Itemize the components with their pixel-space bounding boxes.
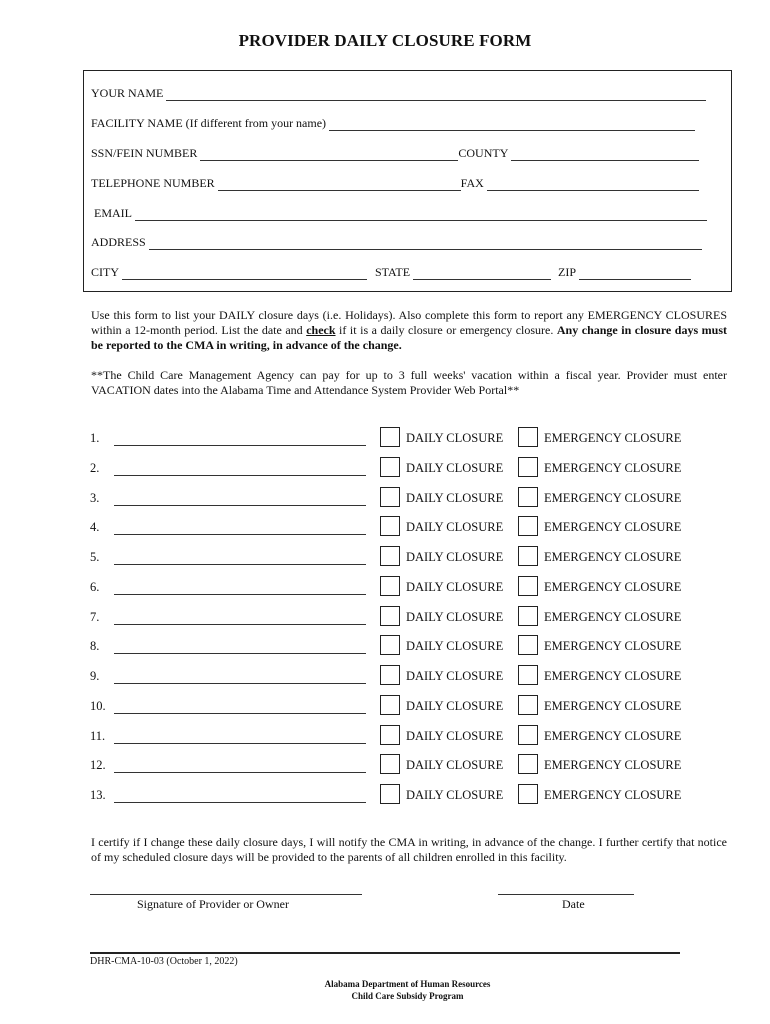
daily-closure-label: DAILY CLOSURE xyxy=(406,490,504,505)
daily-closure-checkbox[interactable] xyxy=(380,487,400,507)
row-number: 7. xyxy=(90,609,100,624)
closure-date-field[interactable] xyxy=(114,615,366,625)
emergency-closure-label: EMERGENCY CLOSURE xyxy=(544,758,682,773)
daily-closure-checkbox[interactable] xyxy=(380,665,400,685)
city-field[interactable] xyxy=(122,268,367,280)
row-number: 1. xyxy=(90,431,100,445)
fax-label: FAX xyxy=(460,176,484,190)
provider-info-box xyxy=(83,70,732,292)
daily-closure-label: DAILY CLOSURE xyxy=(406,698,504,713)
emergency-closure-label: EMERGENCY CLOSURE xyxy=(544,520,682,535)
closure-row xyxy=(90,457,710,479)
fax-field[interactable] xyxy=(487,179,699,191)
closure-date-field[interactable] xyxy=(114,793,366,803)
email-field[interactable] xyxy=(135,209,707,221)
zip-field[interactable] xyxy=(579,268,691,280)
instructions-paragraph xyxy=(91,308,727,353)
email-row xyxy=(94,205,707,221)
daily-closure-label: DAILY CLOSURE xyxy=(406,788,504,802)
closure-row xyxy=(90,665,710,687)
facility-name-label: FACILITY NAME (If different from your name) xyxy=(91,116,327,130)
agency-program: Child Care Subsidy Program xyxy=(351,991,464,1001)
emergency-closure-label: EMERGENCY CLOSURE xyxy=(544,431,682,445)
emergency-closure-checkbox[interactable] xyxy=(518,754,538,774)
emergency-closure-checkbox[interactable] xyxy=(518,784,538,804)
row-number: 6. xyxy=(90,579,100,594)
daily-closure-checkbox[interactable] xyxy=(380,576,400,596)
ssn-fein-field[interactable] xyxy=(200,149,458,161)
row-number: 11. xyxy=(90,728,106,743)
instructions-text-2: if it is a daily closure or emergency closure. xyxy=(335,323,557,337)
emergency-closure-checkbox[interactable] xyxy=(518,695,538,715)
telephone-field[interactable] xyxy=(218,179,461,191)
daily-closure-label: DAILY CLOSURE xyxy=(406,669,504,683)
emergency-closure-checkbox[interactable] xyxy=(518,427,538,447)
closure-date-field[interactable] xyxy=(114,763,366,773)
address-row xyxy=(91,234,702,250)
footer-rule xyxy=(90,952,680,954)
emergency-closure-checkbox[interactable] xyxy=(518,546,538,566)
daily-closure-label: DAILY CLOSURE xyxy=(406,579,504,594)
daily-closure-label: DAILY CLOSURE xyxy=(406,728,504,743)
emergency-closure-label: EMERGENCY CLOSURE xyxy=(544,698,682,713)
emergency-closure-checkbox[interactable] xyxy=(518,725,538,745)
daily-closure-checkbox[interactable] xyxy=(380,427,400,447)
form-title: PROVIDER DAILY CLOSURE FORM xyxy=(238,31,532,50)
daily-closure-checkbox[interactable] xyxy=(380,754,400,774)
closure-row xyxy=(90,725,710,747)
daily-closure-label: DAILY CLOSURE xyxy=(406,431,504,445)
row-number: 9. xyxy=(90,669,100,683)
closure-date-field[interactable] xyxy=(114,704,366,714)
daily-closure-checkbox[interactable] xyxy=(380,725,400,745)
county-label: COUNTY xyxy=(458,146,509,160)
emergency-closure-label: EMERGENCY CLOSURE xyxy=(544,490,682,505)
closure-row xyxy=(90,487,710,509)
certification-text: I certify if I change these daily closure days, I will notify the CMA in writing, in advance of the change. I further certify that notice of my scheduled closure days will be provided to the parents of all children enrolled in this facility. xyxy=(91,835,727,864)
closure-row xyxy=(90,635,710,657)
signature-label: Signature of Provider or Owner xyxy=(137,897,289,911)
closure-date-field[interactable] xyxy=(114,525,366,535)
zip-label: ZIP xyxy=(558,265,577,279)
row-number: 12. xyxy=(90,758,106,773)
daily-closure-checkbox[interactable] xyxy=(380,546,400,566)
facility-name-row xyxy=(91,115,695,131)
emergency-closure-checkbox[interactable] xyxy=(518,635,538,655)
closure-date-field[interactable] xyxy=(114,585,366,595)
daily-closure-checkbox[interactable] xyxy=(380,784,400,804)
instructions-text-1: Use this form to list your DAILY closure days (i.e. Holidays). Also complete this form to report any EMERGENCY CLOSURES within a 12-month period. List the date and xyxy=(91,308,727,337)
facility-name-field[interactable] xyxy=(329,119,695,131)
agency-name: Alabama Department of Human Resources xyxy=(324,979,491,989)
date-line[interactable] xyxy=(498,894,634,895)
daily-closure-checkbox[interactable] xyxy=(380,606,400,626)
date-label: Date xyxy=(562,897,585,911)
email-label: EMAIL xyxy=(94,206,132,220)
closure-date-field[interactable] xyxy=(114,466,366,476)
daily-closure-label: DAILY CLOSURE xyxy=(406,550,504,564)
closure-date-field[interactable] xyxy=(114,674,366,684)
form-id: DHR-CMA-10-03 (October 1, 2022) xyxy=(90,956,238,967)
telephone-fax-row xyxy=(91,175,699,191)
closure-row xyxy=(90,427,710,449)
emergency-closure-checkbox[interactable] xyxy=(518,487,538,507)
emergency-closure-label: EMERGENCY CLOSURE xyxy=(544,550,682,564)
daily-closure-checkbox[interactable] xyxy=(380,457,400,477)
row-number: 5. xyxy=(90,550,100,564)
emergency-closure-label: EMERGENCY CLOSURE xyxy=(544,579,682,594)
daily-closure-label: DAILY CLOSURE xyxy=(406,639,504,654)
closure-date-field[interactable] xyxy=(114,496,366,506)
address-label: ADDRESS xyxy=(91,235,146,249)
your-name-field[interactable] xyxy=(166,89,706,101)
daily-closure-label: DAILY CLOSURE xyxy=(406,520,504,535)
closure-date-field[interactable] xyxy=(114,436,366,446)
row-number: 13. xyxy=(90,788,106,802)
telephone-label: TELEPHONE NUMBER xyxy=(91,176,215,190)
daily-closure-label: DAILY CLOSURE xyxy=(406,609,504,624)
state-label: STATE xyxy=(375,265,411,279)
closure-row xyxy=(90,754,710,776)
row-number: 4. xyxy=(90,520,100,535)
instructions-check-word: check xyxy=(306,323,336,337)
emergency-closure-label: EMERGENCY CLOSURE xyxy=(544,728,682,743)
daily-closure-label: DAILY CLOSURE xyxy=(406,758,504,773)
your-name-label: YOUR NAME xyxy=(91,86,164,100)
ssn-county-row xyxy=(91,145,699,161)
emergency-closure-checkbox[interactable] xyxy=(518,576,538,596)
emergency-closure-label: EMERGENCY CLOSURE xyxy=(544,609,682,624)
emergency-closure-checkbox[interactable] xyxy=(518,457,538,477)
city-label: CITY xyxy=(91,265,119,279)
your-name-row xyxy=(91,85,706,101)
closure-date-field[interactable] xyxy=(114,734,366,744)
closure-row xyxy=(90,576,710,598)
row-number: 8. xyxy=(90,639,100,654)
closure-row xyxy=(90,784,710,806)
closure-date-field[interactable] xyxy=(114,555,366,565)
county-field[interactable] xyxy=(511,149,699,161)
instructions-bold-notice: Any change in closure days must be reported to the CMA in writing, in advance of the change. xyxy=(91,323,727,352)
daily-closure-checkbox[interactable] xyxy=(380,695,400,715)
row-number: 2. xyxy=(90,460,100,475)
row-number: 10. xyxy=(90,698,106,713)
city-state-zip-row xyxy=(91,264,691,280)
closure-row xyxy=(90,516,710,538)
daily-closure-checkbox[interactable] xyxy=(380,516,400,536)
emergency-closure-label: EMERGENCY CLOSURE xyxy=(544,788,682,802)
emergency-closure-checkbox[interactable] xyxy=(518,516,538,536)
address-field[interactable] xyxy=(149,238,702,250)
closure-row xyxy=(90,606,710,628)
daily-closure-label: DAILY CLOSURE xyxy=(406,460,504,475)
emergency-closure-label: EMERGENCY CLOSURE xyxy=(544,669,682,683)
state-field[interactable] xyxy=(413,268,551,280)
emergency-closure-checkbox[interactable] xyxy=(518,606,538,626)
ssn-fein-label: SSN/FEIN NUMBER xyxy=(91,146,198,160)
emergency-closure-checkbox[interactable] xyxy=(518,665,538,685)
row-number: 3. xyxy=(90,490,100,505)
emergency-closure-label: EMERGENCY CLOSURE xyxy=(544,460,682,475)
emergency-closure-label: EMERGENCY CLOSURE xyxy=(544,639,682,654)
closure-row xyxy=(90,546,710,568)
daily-closure-checkbox[interactable] xyxy=(380,635,400,655)
closure-date-field[interactable] xyxy=(114,644,366,654)
signature-line[interactable] xyxy=(90,894,362,895)
vacation-note: **The Child Care Management Agency can pay for up to 3 full weeks' vacation within a fiscal year. Provider must enter VACATION dates into the Alabama Time and Attendance System Provider Web Portal** xyxy=(91,368,727,397)
closure-row xyxy=(90,695,710,717)
